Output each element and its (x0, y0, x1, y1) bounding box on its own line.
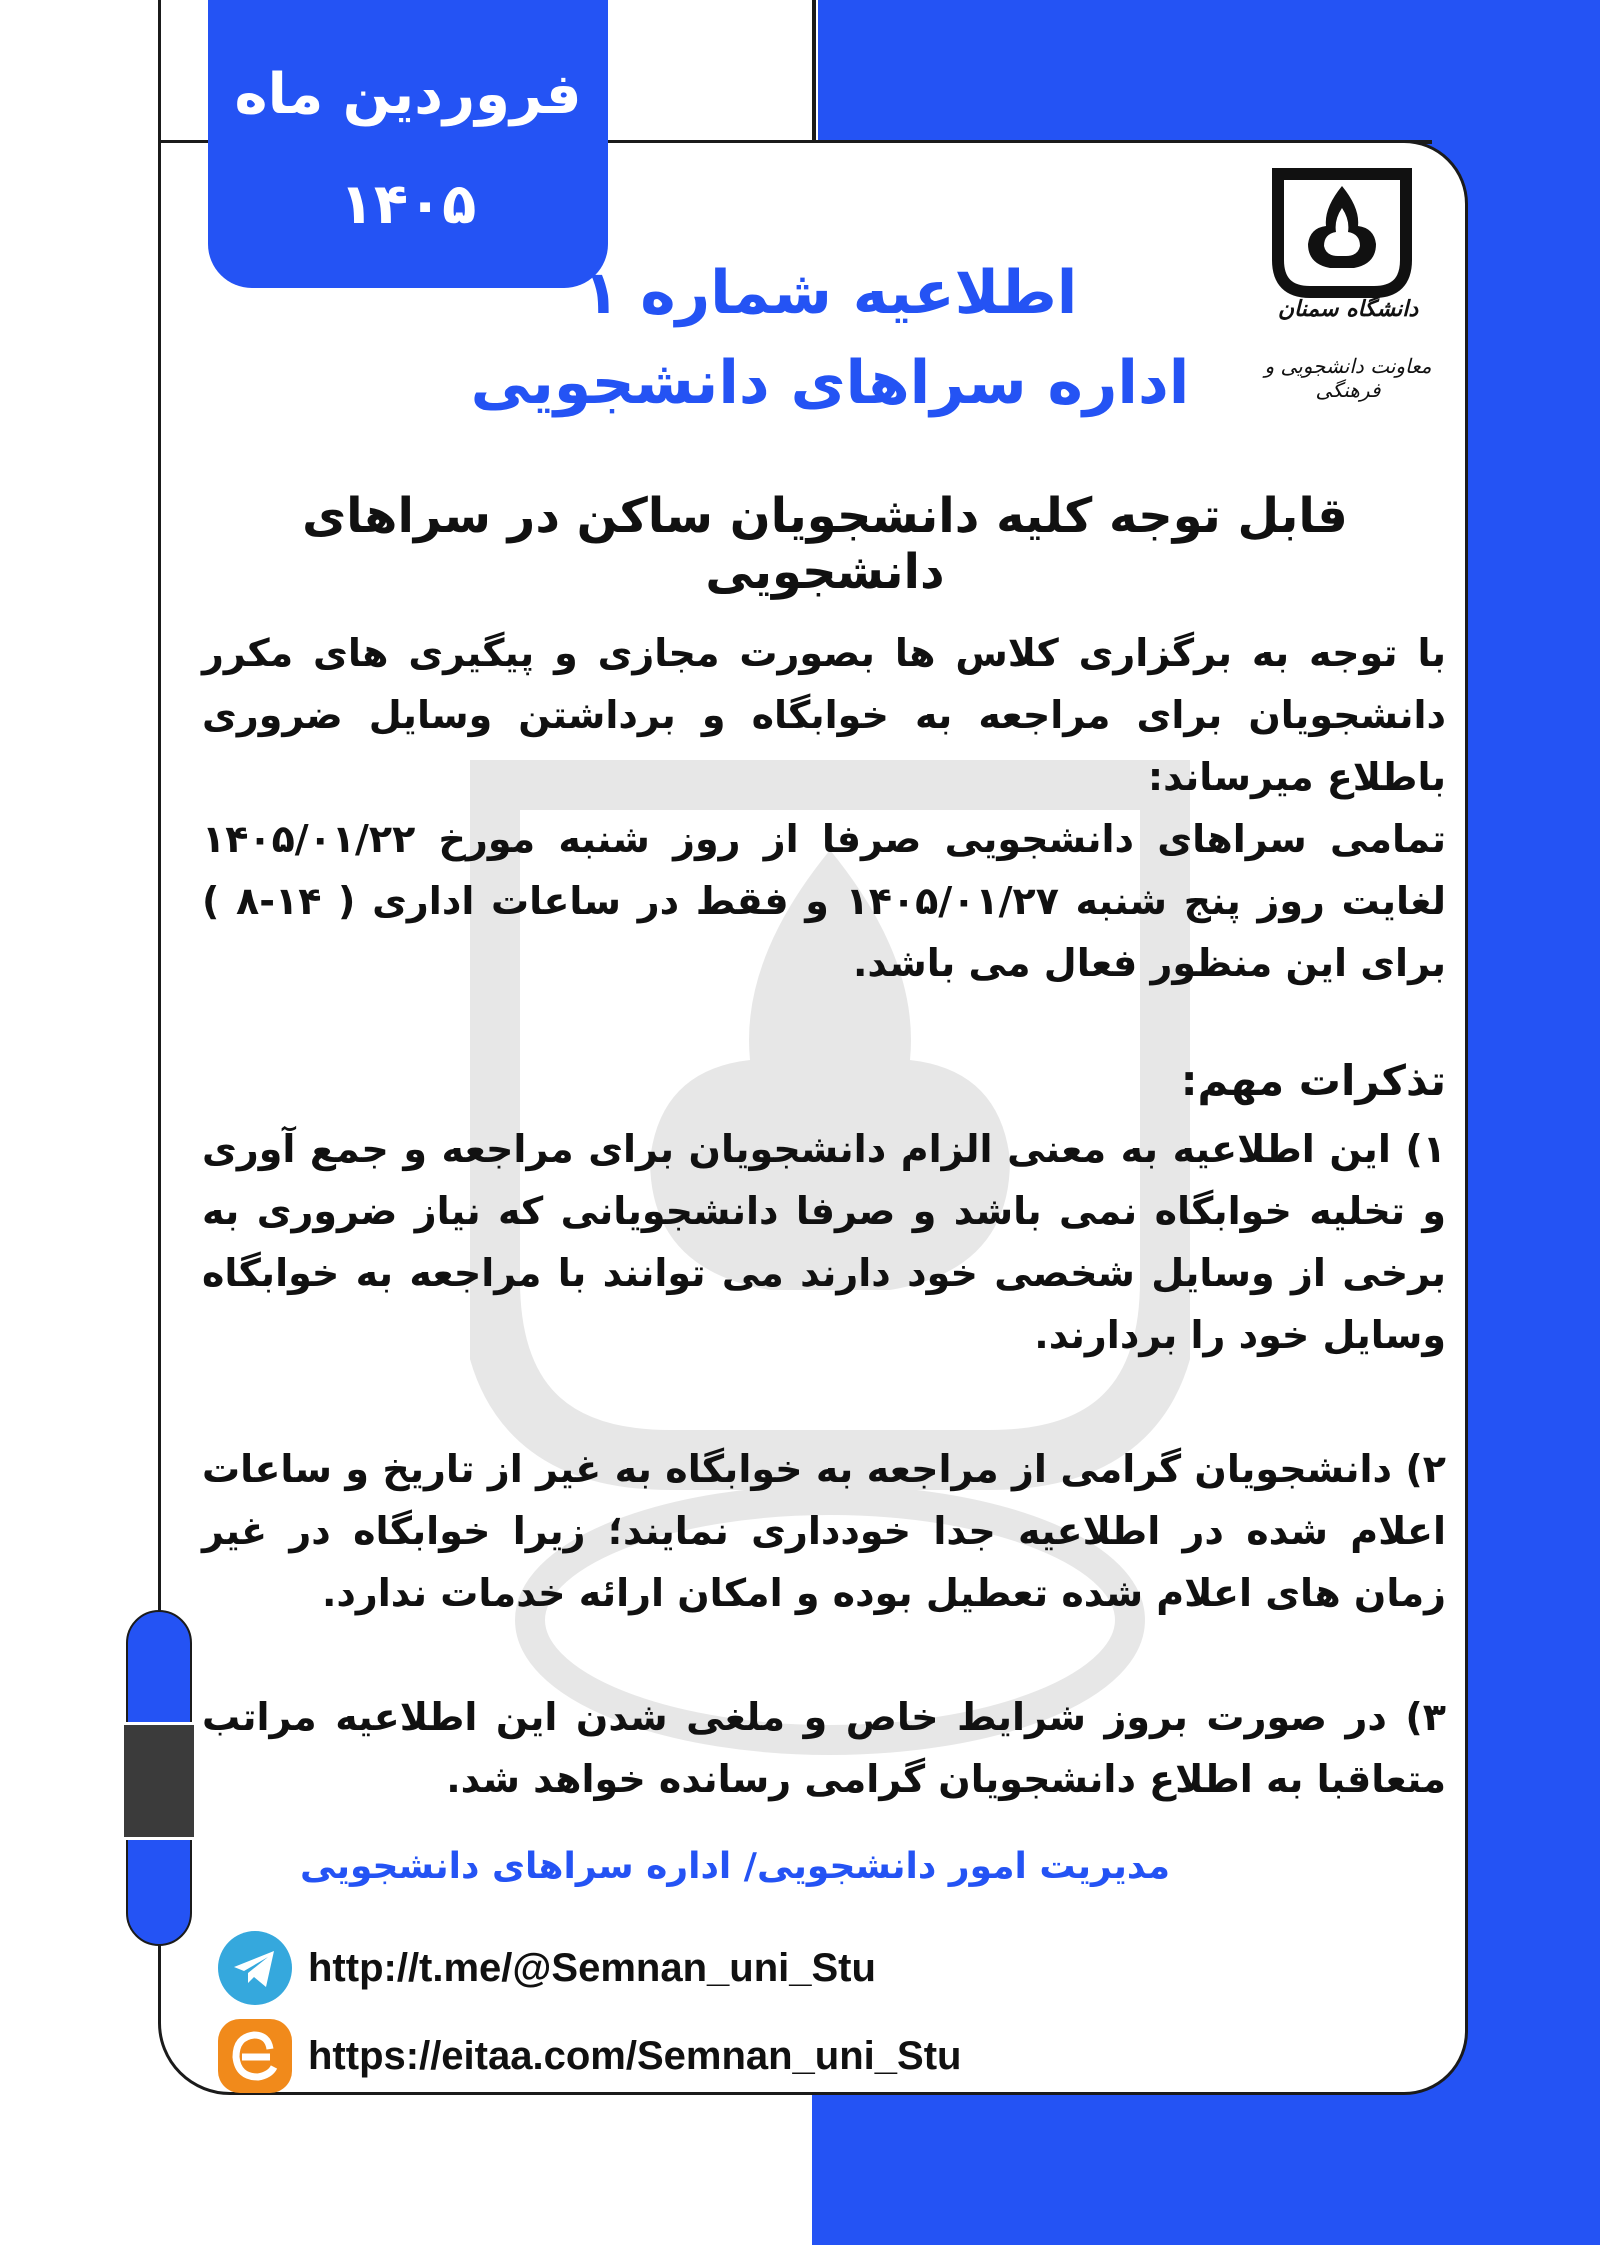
intro-text: با توجه به برگزاری کلاس ها بصورت مجازی و پیگیری های مکرر دانشجویان برای مراجعه به خوابگاه و برداشتن وسایل ضروری باطلاع میرساند: (202, 631, 1446, 799)
note-3: ۳) در صورت بروز شرایط خاص و ملغی شدن این اطلاعیه مراتب متعاقبا به اطلاع دانشجویان گرامی رسانده خواهد شد. (202, 1695, 1446, 1801)
eitaa-icon (218, 2019, 292, 2093)
university-logo-icon (1272, 168, 1412, 298)
university-name: دانشگاه سمنان (1277, 296, 1419, 322)
intro-paragraph (202, 622, 1446, 994)
notes-title: تذکرات مهم: (1180, 1056, 1446, 1105)
date-year: ۱۴۰۵ (339, 172, 477, 237)
telegram-link-row[interactable] (218, 1928, 876, 2008)
note-1: ۱) این اطلاعیه به معنی الزام دانشجویان برای مراجعه و جمع آوری و تخلیه خوابگاه نمی باشد و صرفا دانشجویانی که نیاز ضروری به برخی از وسایل شخصی خود دارند می توانند با مراجعه به خوابگاه وسایل خود را بردارند. (202, 1127, 1446, 1357)
date-month: فروردین ماه (234, 62, 582, 127)
audience-subtitle: قابل توجه کلیه دانشجویان ساکن در سراهای دانشجویی (302, 488, 1348, 600)
date-badge (208, 0, 608, 288)
telegram-icon (218, 1931, 292, 2005)
university-department: معاونت دانشجویی و فرهنگی (1264, 354, 1432, 402)
signature: مدیریت امور دانشجویی/ اداره سراهای دانشجویی (300, 1846, 1170, 1887)
telegram-link[interactable]: http://t.me/@Semnan_uni_Stu (308, 1945, 876, 1990)
office-title: اداره سراهای دانشجویی (470, 348, 1190, 418)
announcement-number-title: اطلاعیه شماره ۱ (582, 258, 1078, 328)
eitaa-link-row[interactable] (218, 2016, 961, 2096)
card-top-divider (812, 0, 816, 145)
eitaa-link[interactable]: https://eitaa.com/Semnan_uni_Stu (308, 2033, 962, 2078)
side-tab-band (124, 1722, 194, 1840)
schedule-text: تمامی سراهای دانشجویی صرفا از روز شنبه مورخ ۱۴۰۵/۰۱/۲۲ لغایت روز پنج شنبه ۱۴۰۵/۰۱/۲۷ و فقط در ساعات اداری ( ۱۴-۸ ) برای این منظور فعال می باشد. (202, 817, 1446, 985)
university-logo (1248, 168, 1448, 408)
note-2: ۲) دانشجویان گرامی از مراجعه به خوابگاه به غیر از تاریخ و ساعات اعلام شده در اطلاعیه جدا خودداری نمایند؛ زیرا خوابگاه در غیر زمان های اعلام شده تعطیل بوده و امکان ارائه خدمات ندارد. (202, 1447, 1446, 1615)
